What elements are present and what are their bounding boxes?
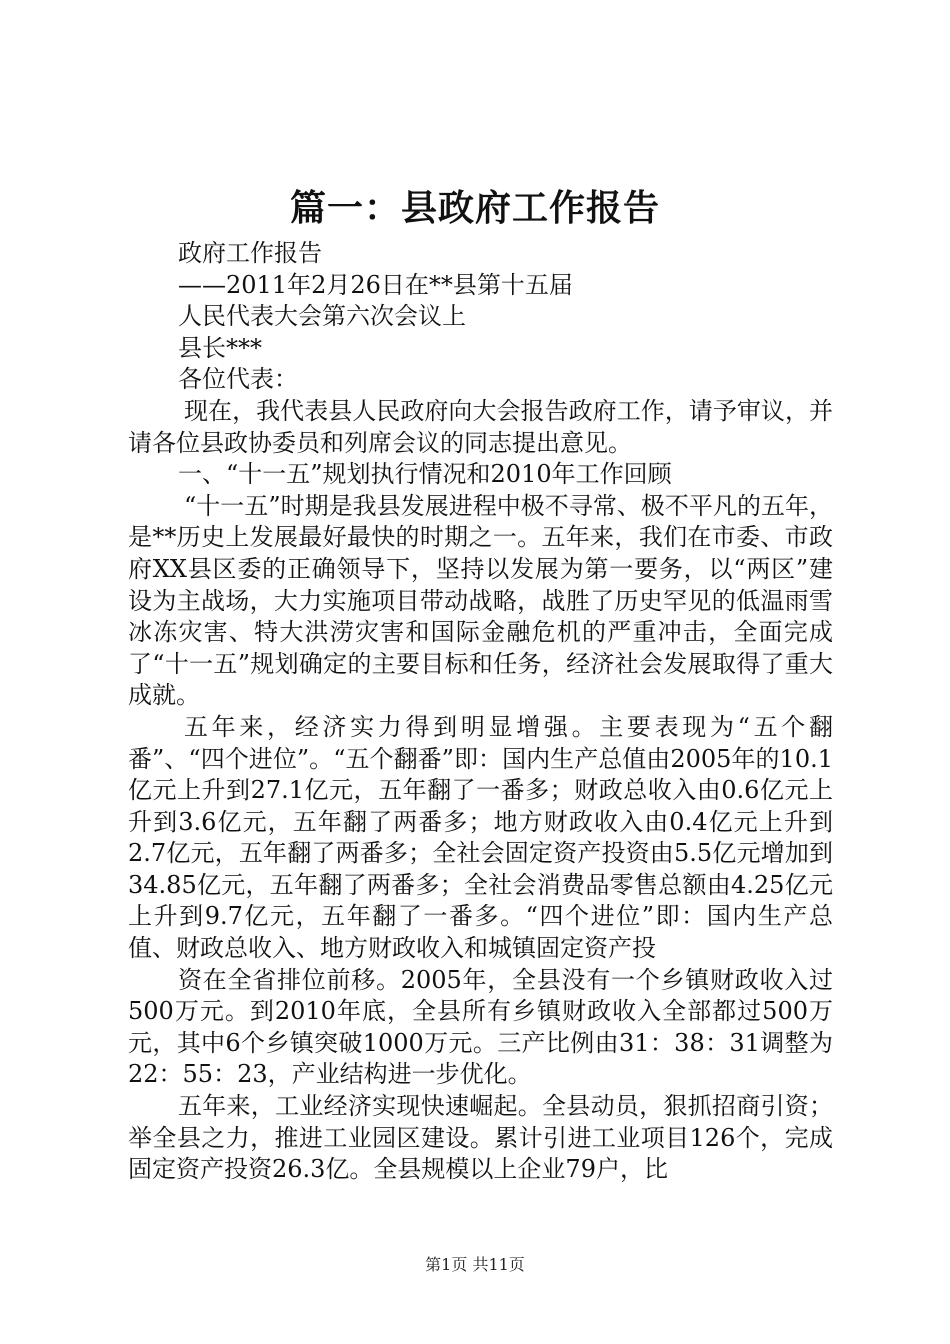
paragraph-economic-strength: 五年来，经济实力得到明显增强。主要表现为“五个翻番”、“四个进位”。“五个翻番”即：国内生产总值由2005年的10.1亿元上升到27.1亿元，五年翻了一番多；财政总收入由0.6亿元上升到3.6亿元，五年翻了两番多；地方财政收入由0.4亿元上升到2.7亿元，五年翻了两番多；全社会固定资产投资由5.5亿元增加到34.85亿元，五年翻了两番多；全社会消费品零售总额由4.25亿元上升到9.7亿元，五年翻了一番多。“四个进位”即：国内生产总值、财政总收入、地方财政收入和城镇固定资产投 (128, 712, 833, 963)
paragraph-speaker: 县长*** (178, 333, 262, 362)
paragraph-salutation: 各位代表： (178, 365, 298, 394)
section-heading-review: 一、“十一五”规划执行情况和2010年工作回顾 (178, 460, 672, 489)
paragraph-eleventh-five-year: “十一五”时期是我县发展进程中极不寻常、极不平凡的五年，是**历史上发展最好最快的时期之一。五年来，我们在市委、市政府XX县区委的正确领导下，坚持以发展为第一要务，以“两区”建设为主战场，大力实施项目带动战略，战胜了历史罕见的低温雨雪冰冻灾害、特大洪涝灾害和国际金融危机的严重冲击，全面完成了“十一五”规划确定的主要目标和任务，经济社会发展取得了重大成就。 (128, 491, 833, 710)
document-title: 篇一：县政府工作报告 (289, 187, 660, 229)
paragraph-meeting-name: 人民代表大会第六次会议上 (178, 302, 466, 331)
page-number-footer: 第1页 共11页 (425, 1255, 525, 1274)
paragraph-opening: 现在，我代表县人民政府向大会报告政府工作，请予审议，并请各位县政协委员和列席会议的同志提出意见。 (128, 396, 833, 457)
paragraph-industry: 五年来，工业经济实现快速崛起。全县动员，狠抓招商引资；举全县之力，推进工业园区建设。累计引进工业项目126个，完成固定资产投资26.3亿。全县规模以上企业79户，比 (128, 1092, 833, 1184)
paragraph-report-name: 政府工作报告 (178, 239, 322, 267)
paragraph-ranking: 资在全省排位前移。2005年，全县没有一个乡镇财政收入过500万元。到2010年底，全县所有乡镇财政收入全部都过500万元，其中6个乡镇突破1000万元。三产比例由31：38：31调整为22：55：23，产业结构进一步优化。 (128, 965, 833, 1089)
paragraph-meeting-date: ——2011年2月26日在**县第十五届 (178, 270, 573, 299)
document-body (128, 238, 833, 1186)
